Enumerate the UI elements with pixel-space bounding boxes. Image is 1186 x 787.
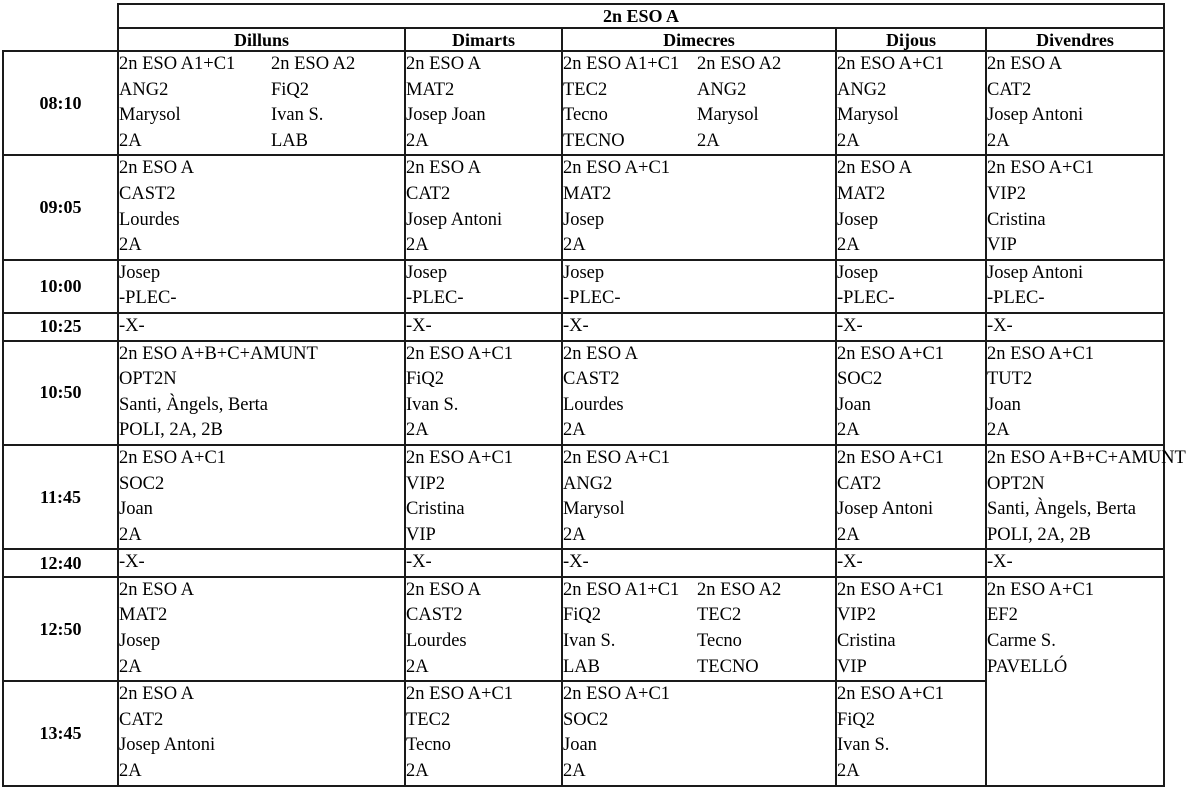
room-label: 2A [119,235,142,256]
room-label: PAVELLÓ [987,656,1068,677]
teacher-label: Ivan S. [406,394,459,415]
subject-label: CAST2 [406,605,463,626]
teacher-label: Josep [563,262,605,283]
corner-cell [3,4,118,51]
slot-1250-dimarts [405,577,562,681]
teacher-label: Tecno [697,631,742,652]
room-label: TECNO [563,130,625,151]
subject-label: SOC2 [837,369,883,390]
slot-0810-divendres [986,51,1164,155]
room-label: POLI, 2A, 2B [119,420,223,441]
subject-label: ANG2 [119,79,169,100]
group-label: 2n ESO A2 [697,579,782,600]
group-label: 2n ESO A+C1 [837,343,945,364]
duty-label: -PLEC- [563,288,621,309]
subject-label: ANG2 [697,79,747,100]
room-label: 2A [563,524,586,545]
group-label: 2n ESO A+C1 [563,447,671,468]
time-slot-1145: 11:45 [3,445,118,549]
group-label: 2n ESO A1+C1 [563,54,680,74]
room-label: LAB [563,656,600,677]
day-header-dimecres: Dimecres [562,28,836,51]
teacher-label: Josep Antoni [987,262,1084,283]
time-slot-1250: 12:50 [3,577,118,681]
slot-1025-dijous [836,313,986,341]
break-label: -X- [987,552,1013,573]
group-label: 2n ESO A+C1 [837,684,945,705]
teacher-label: Marysol [119,105,181,126]
slot-1345-dijous [836,681,986,785]
group-label: 2n ESO A [987,54,1063,74]
slot-1050-divendres [986,341,1164,445]
break-label: -X- [119,315,145,336]
teacher-label: Cristina [406,499,465,520]
group-label: 2n ESO A+C1 [563,684,671,705]
subject-label: MAT2 [119,605,168,626]
room-label: LAB [271,130,308,151]
break-label: -X- [563,315,589,336]
slot-1145-dimarts [405,445,562,549]
subject-label: ANG2 [563,473,613,494]
group-label: 2n ESO A2 [697,54,782,74]
slot-1145-dilluns [118,445,405,549]
teacher-label: Joan [563,735,597,756]
day-header-dilluns: Dilluns [118,28,405,51]
group-label: 2n ESO A [837,158,913,179]
room-label: 2A [837,420,860,441]
group-label: 2n ESO A [119,579,195,600]
room-label: 2A [987,130,1010,151]
teacher-label: Santi, Àngels, Berta [987,499,1137,520]
room-label: VIP [837,656,867,677]
time-slot-0905: 09:05 [3,155,118,259]
subject-label: FiQ2 [271,79,310,100]
teacher-label: Josep [119,262,161,283]
time-slot-1025: 10:25 [3,313,118,341]
group-label: 2n ESO A+C1 [837,54,945,74]
slot-1145-dimecres [562,445,836,549]
teacher-label: Josep Joan [406,105,486,126]
teacher-label: Josep Antoni [406,209,503,230]
slot-1025-dimecres [562,313,836,341]
subgroup-a [119,52,271,154]
duty-label: -PLEC- [119,288,177,309]
slot-1000-dimecres [562,260,836,313]
break-label: -X- [837,552,863,573]
room-label: 2A [563,235,586,256]
room-label: 2A [837,235,860,256]
break-label: -X- [987,315,1013,336]
teacher-label: Josep Antoni [837,499,934,520]
teacher-label: Santi, Àngels, Berta [119,394,269,415]
slot-1250-divendres [986,577,1164,786]
subject-label: CAT2 [119,709,164,730]
group-label: 2n ESO A+C1 [837,447,945,468]
group-label: 2n ESO A+C1 [119,447,227,468]
slot-0905-dimecres [562,155,836,259]
time-slot-1240: 12:40 [3,549,118,577]
break-label: -X- [406,315,432,336]
break-label: -X- [119,552,145,573]
group-label: 2n ESO A+C1 [987,343,1095,364]
slot-1240-dimarts [405,549,562,577]
group-label: 2n ESO A [406,579,482,600]
time-slot-1050: 10:50 [3,341,118,445]
slot-1025-dimarts [405,313,562,341]
group-label: 2n ESO A [406,54,482,74]
teacher-label: Tecno [406,735,451,756]
room-label: 2A [837,524,860,545]
subgroup-b [697,578,835,680]
slot-1050-dimarts [405,341,562,445]
group-label: 2n ESO A+C1 [406,684,514,705]
subgroup-a [563,578,697,680]
room-label: 2A [837,761,860,782]
subject-label: TUT2 [987,369,1033,390]
subgroup-b [271,52,404,154]
break-label: -X- [406,552,432,573]
room-label: 2A [563,420,586,441]
room-label: 2A [563,761,586,782]
slot-0810-dijous [836,51,986,155]
subject-label: VIP2 [406,473,446,494]
subject-label: CAT2 [987,79,1032,100]
room-label: VIP [406,524,436,545]
subject-label: SOC2 [563,709,609,730]
time-slot-0810: 08:10 [3,51,118,155]
subject-label: MAT2 [837,183,886,204]
teacher-label: Joan [837,394,871,415]
teacher-label: Marysol [563,499,625,520]
slot-1145-dijous [836,445,986,549]
subject-label: CAST2 [563,369,620,390]
room-label: POLI, 2A, 2B [987,524,1091,545]
group-label: 2n ESO A [406,158,482,179]
day-header-dimarts: Dimarts [405,28,562,51]
slot-1050-dijous [836,341,986,445]
teacher-label: Tecno [563,105,608,126]
teacher-label: Josep Antoni [119,735,216,756]
group-label: 2n ESO A+C1 [837,579,945,600]
slot-1240-dijous [836,549,986,577]
room-label: 2A [406,420,429,441]
room-label: 2A [119,130,142,151]
room-label: 2A [406,130,429,151]
time-slot-1345: 13:45 [3,681,118,785]
slot-1250-dijous [836,577,986,681]
teacher-label: Lourdes [406,631,467,652]
subject-label: MAT2 [406,79,455,100]
subject-label: VIP2 [987,183,1027,204]
slot-1145-divendres [986,445,1186,549]
room-label: 2A [406,656,429,677]
group-label: 2n ESO A+C1 [987,579,1095,600]
room-label: 2A [119,656,142,677]
teacher-label: Josep [837,262,879,283]
teacher-label: Lourdes [119,209,180,230]
subject-label: FiQ2 [406,369,445,390]
teacher-label: Josep Antoni [987,105,1084,126]
teacher-label: Josep [563,209,605,230]
room-label: 2A [119,524,142,545]
teacher-label: Lourdes [563,394,624,415]
group-label: 2n ESO A+C1 [406,343,514,364]
teacher-label: Joan [987,394,1021,415]
slot-1050-dilluns [118,341,405,445]
room-label: 2A [697,130,720,151]
subject-label: ANG2 [837,79,887,100]
subject-label: MAT2 [563,183,612,204]
slot-1000-dijous [836,260,986,313]
teacher-label: Cristina [987,209,1046,230]
slot-1345-dimarts [405,681,562,785]
room-label: TECNO [697,656,759,677]
subject-label: FiQ2 [837,709,876,730]
subject-label: CAST2 [119,183,176,204]
duty-label: -PLEC- [837,288,895,309]
duty-label: -PLEC- [406,288,464,309]
break-label: -X- [563,552,589,573]
subject-label: OPT2N [119,369,177,390]
subject-label: TEC2 [697,605,742,626]
teacher-label: Marysol [697,105,759,126]
timetable [2,3,1186,787]
subject-label: CAT2 [406,183,451,204]
subject-label: TEC2 [563,79,608,100]
slot-1025-divendres [986,313,1164,341]
time-slot-1000: 10:00 [3,260,118,313]
subject-label: CAT2 [837,473,882,494]
teacher-label: Ivan S. [563,631,616,652]
teacher-label: Joan [119,499,153,520]
slot-1025-dilluns [118,313,405,341]
room-label: 2A [406,761,429,782]
slot-1250-dimecres [562,577,836,681]
slot-1000-dimarts [405,260,562,313]
room-label: VIP [987,235,1017,256]
slot-0905-divendres [986,155,1164,259]
room-label: 2A [837,130,860,151]
slot-1050-dimecres [562,341,836,445]
room-label: 2A [119,761,142,782]
slot-1250-dilluns [118,577,405,681]
teacher-label: Josep [406,262,448,283]
teacher-label: Ivan S. [271,105,324,126]
subject-label: OPT2N [987,473,1045,494]
group-label: 2n ESO A [119,158,195,179]
slot-0905-dijous [836,155,986,259]
subject-label: TEC2 [406,709,451,730]
room-label: 2A [406,235,429,256]
teacher-label: Ivan S. [837,735,890,756]
group-label: 2n ESO A1+C1 [119,54,236,74]
group-label: 2n ESO A [563,343,639,364]
teacher-label: Josep [837,209,879,230]
teacher-label: Marysol [837,105,899,126]
subject-label: FiQ2 [563,605,602,626]
slot-1240-dilluns [118,549,405,577]
group-label: 2n ESO A+C1 [563,158,671,179]
slot-1240-dimecres [562,549,836,577]
slot-1345-dilluns [118,681,405,785]
slot-0810-dimarts [405,51,562,155]
slot-1000-divendres [986,260,1164,313]
group-label: 2n ESO A2 [271,54,356,74]
subgroup-a [563,52,697,154]
room-label: 2A [987,420,1010,441]
break-label: -X- [837,315,863,336]
subject-label: SOC2 [119,473,165,494]
duty-label: -PLEC- [987,288,1045,309]
group-label: 2n ESO A+C1 [406,447,514,468]
subject-label: EF2 [987,605,1018,626]
slot-1345-dimecres [562,681,836,785]
slot-0810-dilluns [118,51,405,155]
day-header-dijous: Dijous [836,28,986,51]
slot-0905-dilluns [118,155,405,259]
group-label: 2n ESO A+B+C+AMUNT [119,343,318,364]
slot-0905-dimarts [405,155,562,259]
subgroup-b [697,52,835,154]
slot-1240-divendres [986,549,1164,577]
teacher-label: Josep [119,631,161,652]
group-label: 2n ESO A1+C1 [563,579,680,600]
slot-0810-dimecres [562,51,836,155]
group-label: 2n ESO A+B+C+AMUNT [987,447,1186,468]
slot-1000-dilluns [118,260,405,313]
day-header-divendres: Divendres [986,28,1164,51]
timetable-title: 2n ESO A [118,4,1164,28]
group-label: 2n ESO A+C1 [987,158,1095,179]
teacher-label: Cristina [837,631,896,652]
teacher-label: Carme S. [987,631,1056,652]
subject-label: VIP2 [837,605,877,626]
group-label: 2n ESO A [119,684,195,705]
